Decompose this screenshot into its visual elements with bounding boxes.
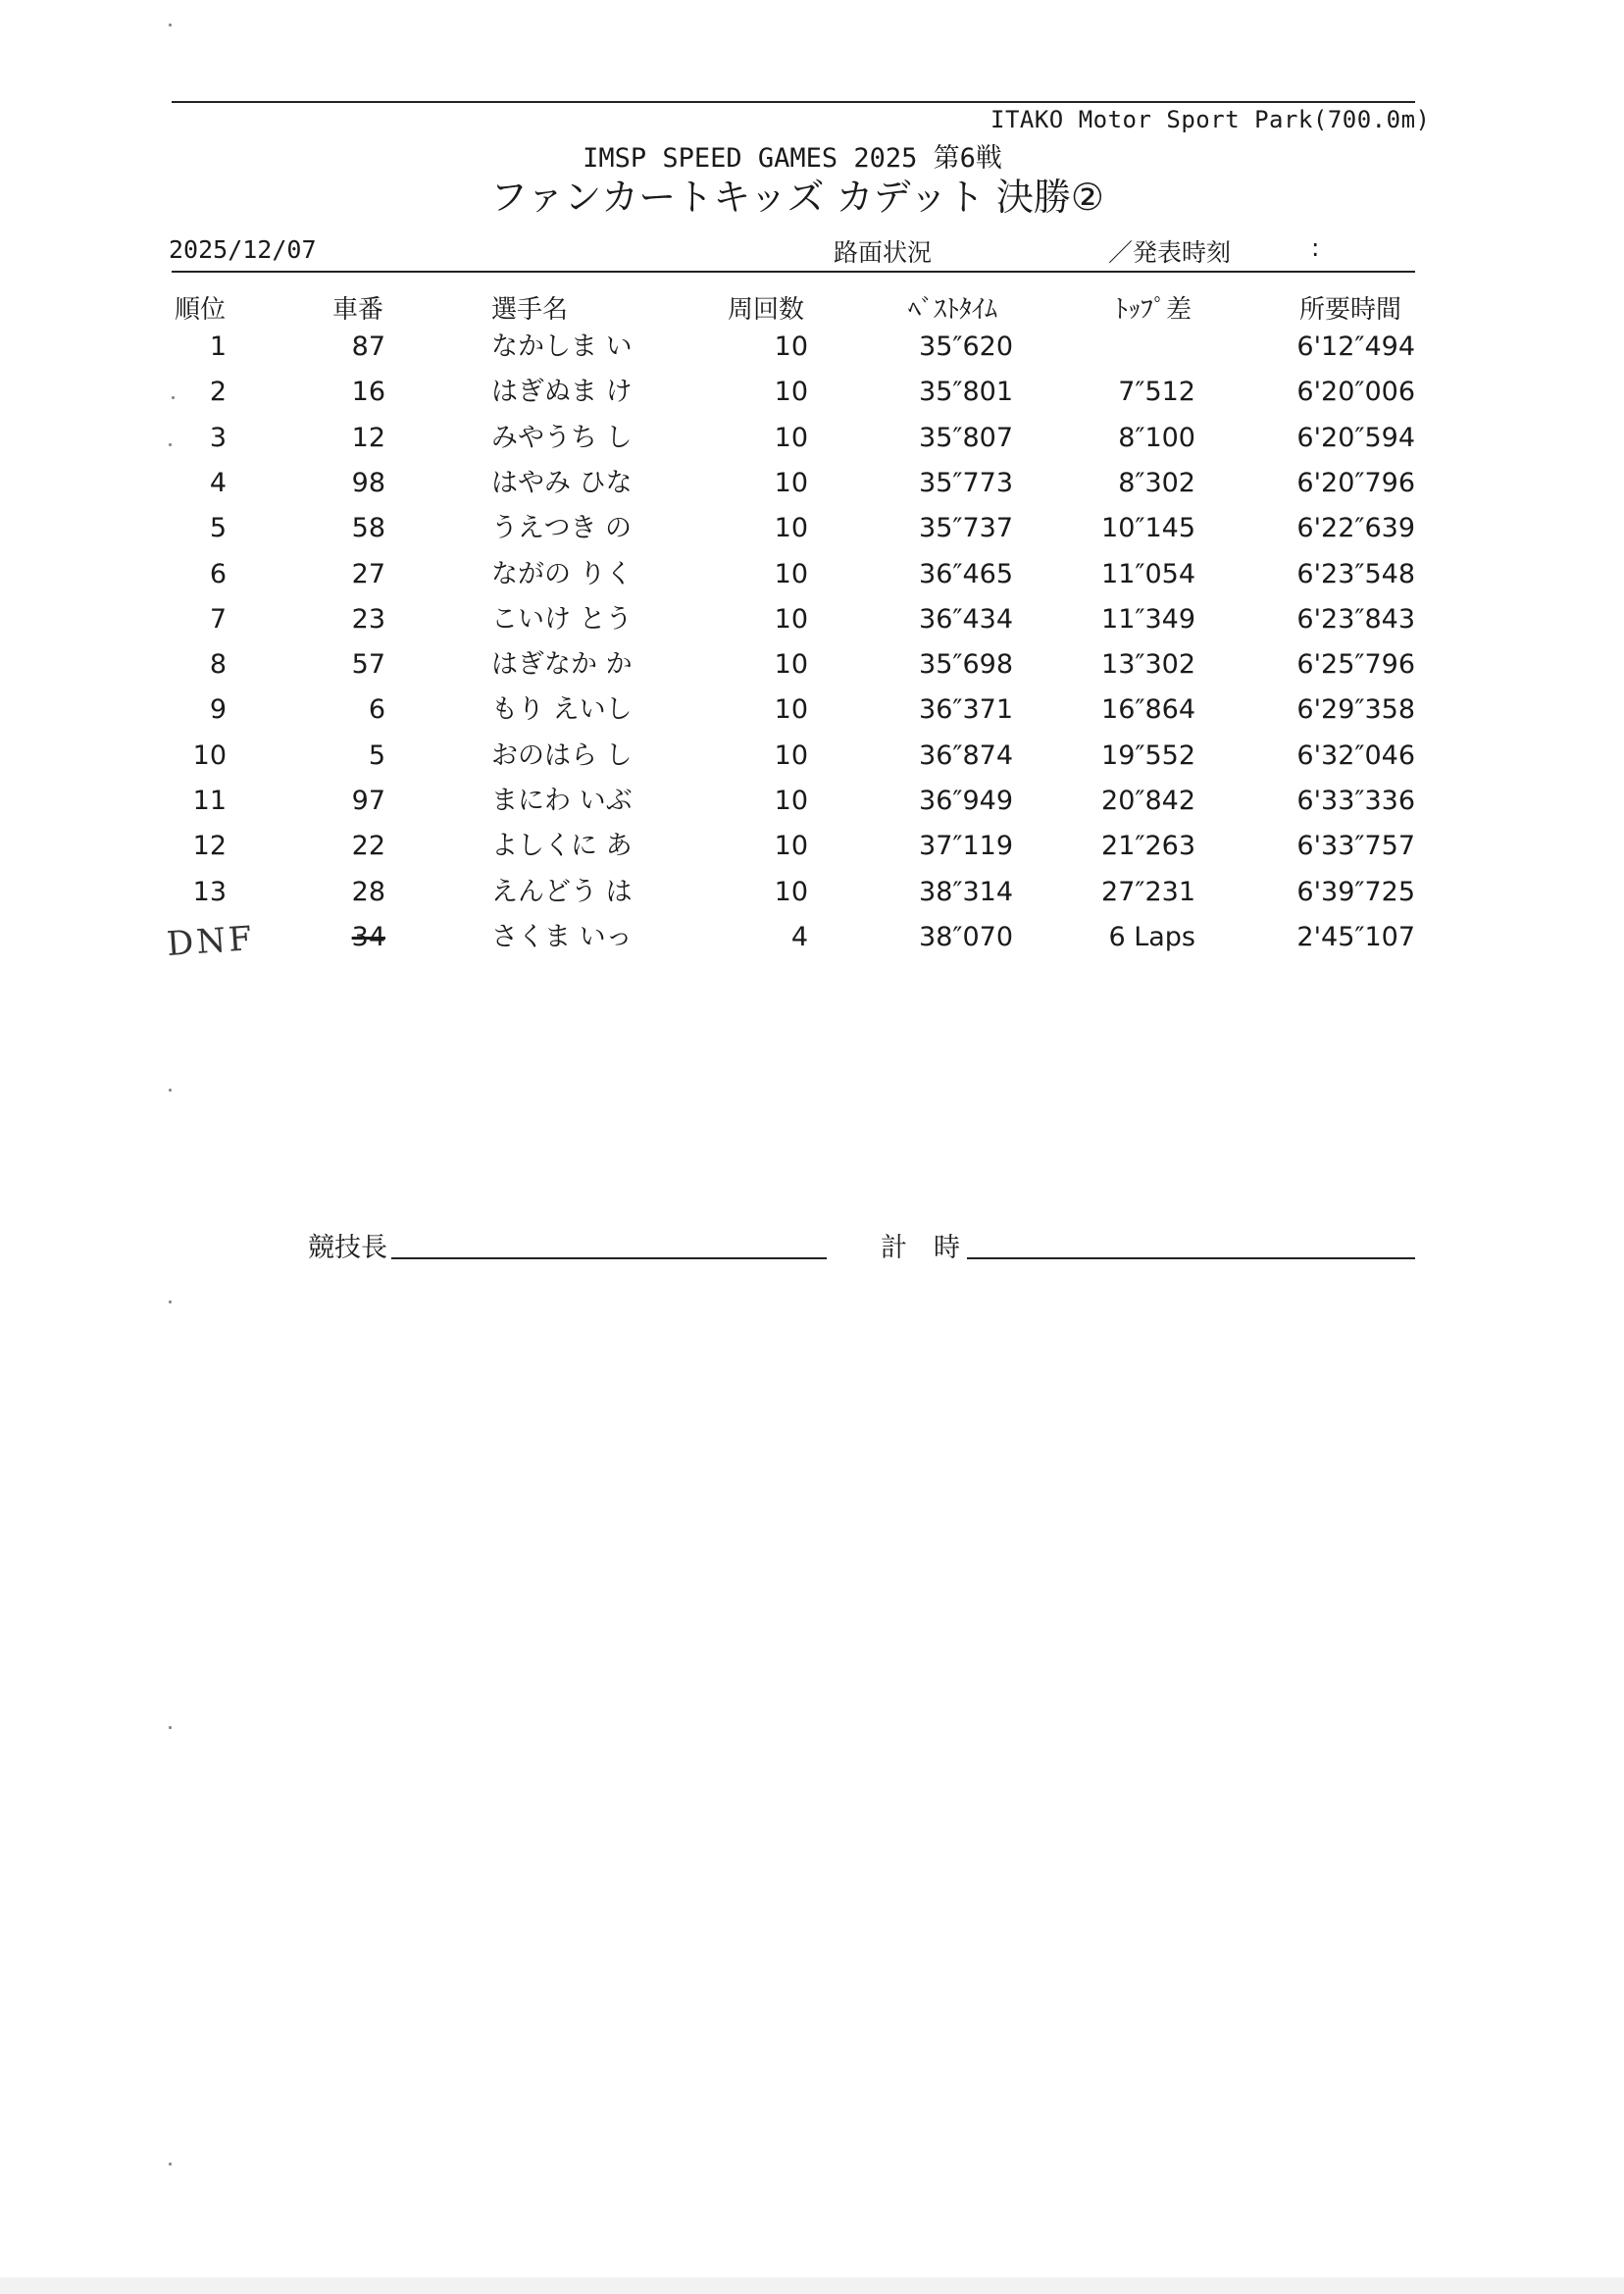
car-number: 5 [368,740,385,771]
car-number: 23 [351,604,385,635]
laps: 10 [774,786,808,816]
best-time: 36″949 [919,786,1013,816]
total-time: 6'39″725 [1296,877,1415,907]
total-time: 6'33″336 [1296,786,1415,816]
gap: 10″145 [1101,513,1195,543]
dnf-best-time: 38″070 [919,922,1013,952]
laps: 10 [774,377,808,407]
best-time: 36″465 [919,559,1013,589]
dnf-gap: 6 Laps [1108,922,1195,952]
driver-name: よしくに あ [491,831,633,861]
driver-name: ながの りく [491,559,633,589]
best-time: 38″314 [919,877,1013,907]
laps: 10 [774,604,808,635]
event-title-text: IMSP SPEED GAMES 2025 第6戦 [583,143,1002,174]
gap: 8″302 [1118,468,1195,498]
driver-name: まにわ いぶ [491,786,633,816]
car-number: 98 [351,468,385,498]
gap: 11″054 [1101,559,1195,589]
car-number: 58 [351,513,385,543]
best-time: 36″371 [919,694,1013,725]
total-time: 6'22″639 [1296,513,1415,543]
driver-name: おのはら し [491,740,633,771]
col-header-name: 選手名 [491,295,569,325]
position: 1 [209,331,227,362]
total-time: 6'25″796 [1296,649,1415,680]
result-row [0,688,1624,733]
total-time: 6'23″548 [1296,559,1415,589]
car-number: 57 [351,649,385,680]
laps: 10 [774,831,808,861]
laps: 10 [774,740,808,771]
steward-signature-line [391,1257,827,1259]
driver-name: はぎなか か [491,649,633,680]
gap: 11″349 [1101,604,1195,635]
total-time: 6'20″796 [1296,468,1415,498]
top-rule [172,101,1415,103]
laps: 10 [774,513,808,543]
col-header-gap: ﾄｯﾌﾟ差 [1115,295,1193,325]
total-time: 6'29″358 [1296,694,1415,725]
venue-label: ITAKO Motor Sport Park(700.0m) [990,106,1431,133]
gap: 20″842 [1101,786,1195,816]
position: 10 [192,740,227,771]
gap: 27″231 [1101,877,1195,907]
driver-name: なかしま い [491,331,633,362]
best-time: 35″801 [919,377,1013,407]
position: 11 [192,786,227,816]
position: 2 [209,377,227,407]
result-row [0,824,1624,869]
col-header-laps: 周回数 [728,295,805,325]
best-time: 37″119 [919,831,1013,861]
best-time: 35″620 [919,331,1013,362]
scan-speck [169,1089,172,1092]
scan-speck [169,24,172,26]
result-row [0,416,1624,461]
gap: 19″552 [1101,740,1195,771]
col-header-total: 所要時間 [1299,295,1402,325]
result-row [0,461,1624,506]
col-header-pos: 順位 [175,295,227,325]
result-row [0,642,1624,688]
total-time: 6'33″757 [1296,831,1415,861]
result-row [0,370,1624,415]
position: 5 [209,513,227,543]
announce-time-value: : [1311,233,1320,262]
laps: 10 [774,694,808,725]
gap: 16″864 [1101,694,1195,725]
dnf-laps: 4 [790,922,808,952]
race-title [0,167,1624,221]
scan-speck [169,1726,172,1729]
car-number: 87 [351,331,385,362]
timing-label: 計 時 [881,1233,960,1263]
dnf-driver-name: さくま いっ [491,922,633,952]
result-row [0,506,1624,551]
dnf-handwritten-mark: DNF [165,918,256,965]
scan-speck [172,396,175,399]
gap: 7″512 [1118,377,1195,407]
position: 9 [209,694,227,725]
col-header-number: 車番 [332,295,384,325]
best-time: 35″773 [919,468,1013,498]
timing-signature-line [967,1257,1415,1259]
car-number: 6 [368,694,385,725]
position: 3 [209,423,227,453]
best-time: 35″737 [919,513,1013,543]
dnf-total-time: 2'45″107 [1296,922,1415,952]
col-header-best: ﾍﾞｽﾄﾀｲﾑ [908,295,998,325]
driver-name: こいけ とう [491,604,633,635]
best-time: 35″698 [919,649,1013,680]
result-row [0,597,1624,642]
car-number: 16 [351,377,385,407]
scan-speck [169,443,172,446]
gap: 21″263 [1101,831,1195,861]
best-time: 36″874 [919,740,1013,771]
car-number: 97 [351,786,385,816]
scan-speck [169,1300,172,1303]
position: 4 [209,468,227,498]
result-row [0,552,1624,597]
total-time: 6'32″046 [1296,740,1415,771]
gap: 8″100 [1118,423,1195,453]
header-rule [172,271,1415,273]
driver-name: みやうち し [491,423,633,453]
total-time: 6'23″843 [1296,604,1415,635]
position: 13 [192,877,227,907]
driver-name: うえつき の [491,513,633,543]
laps: 10 [774,559,808,589]
result-row [0,734,1624,779]
result-row [0,325,1624,370]
car-number: 28 [351,877,385,907]
total-time: 6'12″494 [1296,331,1415,362]
race-date: 2025/12/07 [169,235,317,264]
total-time: 6'20″594 [1296,423,1415,453]
scan-speck [169,2163,172,2166]
driver-name: はやみ ひな [491,468,633,498]
announce-time-label: ／発表時刻 [1108,238,1232,267]
steward-label: 競技長 [308,1233,387,1263]
laps: 10 [774,331,808,362]
race-title-text: ファンカートキッズ カデット 決勝② [490,176,1104,219]
laps: 10 [774,649,808,680]
laps: 10 [774,468,808,498]
gap: 13″302 [1101,649,1195,680]
dnf-car-number: 34 [351,922,385,952]
total-time: 6'20″006 [1296,377,1415,407]
driver-name: はぎぬま け [491,377,633,407]
position: 7 [209,604,227,635]
laps: 10 [774,423,808,453]
best-time: 35″807 [919,423,1013,453]
driver-name: えんどう は [491,877,633,907]
car-number: 22 [351,831,385,861]
laps: 10 [774,877,808,907]
position: 12 [192,831,227,861]
result-row [0,779,1624,824]
result-row [0,870,1624,915]
position: 6 [209,559,227,589]
car-number: 12 [351,423,385,453]
best-time: 36″434 [919,604,1013,635]
road-condition-label: 路面状況 [834,238,933,267]
car-number: 27 [351,559,385,589]
scan-edge [0,2277,1624,2294]
driver-name: もり えいし [491,694,633,725]
position: 8 [209,649,227,680]
